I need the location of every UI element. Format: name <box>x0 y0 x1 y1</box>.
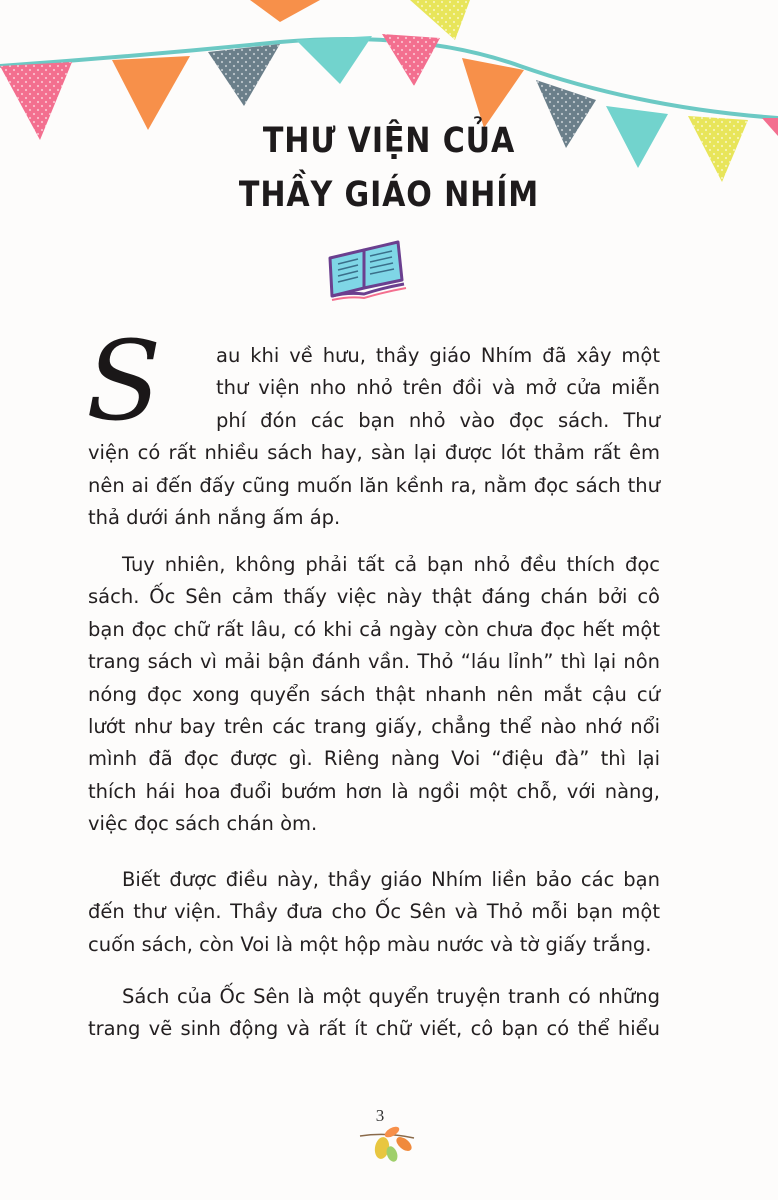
flag <box>112 56 190 130</box>
text-line: thích hái hoa đuổi bướm hơn là ngồi một chỗ, với nàng, <box>88 779 660 803</box>
text-line: trang sách vì mải bận đánh vần. Thỏ “láu lỉnh” thì lại nôn <box>88 650 660 674</box>
flag <box>410 0 470 40</box>
flag <box>762 118 778 136</box>
paragraph-2 <box>88 549 660 841</box>
text-line: sách. Ốc Sên cảm thấy việc này thật đáng chán bởi cô <box>88 585 660 609</box>
flag <box>382 34 440 86</box>
bunting-flags <box>0 0 778 200</box>
text-line: nên ai đến đấy cũng muốn lăn kềnh ra, nằm đọc sách thư <box>88 473 660 497</box>
text-line: thả dưới ánh nắng ấm áp. <box>88 506 341 530</box>
text-line: trang vẽ sinh động và rất ít chữ viết, cô bạn có thể hiểu <box>88 1017 660 1041</box>
text-line: Tuy nhiên, không phải tất cả bạn nhỏ đều thích đọc <box>122 553 660 576</box>
flag <box>296 36 372 84</box>
text-line: nóng đọc xong quyển sách thật nhanh nên mắt cậu cứ <box>88 682 660 706</box>
text-line: mình đã đọc được gì. Riêng nàng Voi “điệu đà” thì lại <box>88 747 660 771</box>
text-line: đến thư viện. Thầy đưa cho Ốc Sên và Thỏ mỗi bạn một <box>88 900 660 924</box>
text-line: phí đón các bạn nhỏ vào đọc sách. Thư <box>216 408 660 432</box>
flag <box>208 44 280 106</box>
text-line: cuốn sách, còn Voi là một hộp màu nước và tờ giấy trắng. <box>88 932 652 956</box>
text-line: viện có rất nhiều sách hay, sàn lại được lót thảm rất êm <box>88 441 660 465</box>
text-line: bạn đọc chữ rất lâu, có khi cả ngày còn chưa đọc hết một <box>88 617 660 641</box>
page-title-line-2: THẦY GIÁO NHÍM <box>238 175 540 215</box>
flag <box>462 58 524 128</box>
text-line: au khi về hưu, thầy giáo Nhím đã xây một <box>216 344 660 367</box>
drop-cap: S <box>86 317 162 445</box>
text-line: lướt như bay trên các trang giấy, chẳng thể nào nhớ nổi <box>88 715 660 739</box>
page-title-line-1: THƯ VIỆN CỦA <box>262 121 516 161</box>
text-line: Sách của Ốc Sên là một quyển truyện tranh có những <box>122 985 660 1008</box>
text-line: Biết được điều này, thầy giáo Nhím liền bảo các bạn <box>122 868 660 891</box>
flag <box>250 0 320 22</box>
bunting-string <box>0 39 778 118</box>
text-line: việc đọc sách chán òm. <box>88 812 318 836</box>
page-number: 3 <box>375 1106 385 1125</box>
paragraph-3 <box>88 864 660 961</box>
leaf-ornament-icon <box>356 1122 420 1166</box>
open-book-icon <box>324 238 408 304</box>
paragraph-1 <box>88 340 660 534</box>
text-line: thư viện nho nhỏ trên đồi và mở cửa miễn <box>216 376 660 400</box>
paragraph-4 <box>88 981 660 1046</box>
